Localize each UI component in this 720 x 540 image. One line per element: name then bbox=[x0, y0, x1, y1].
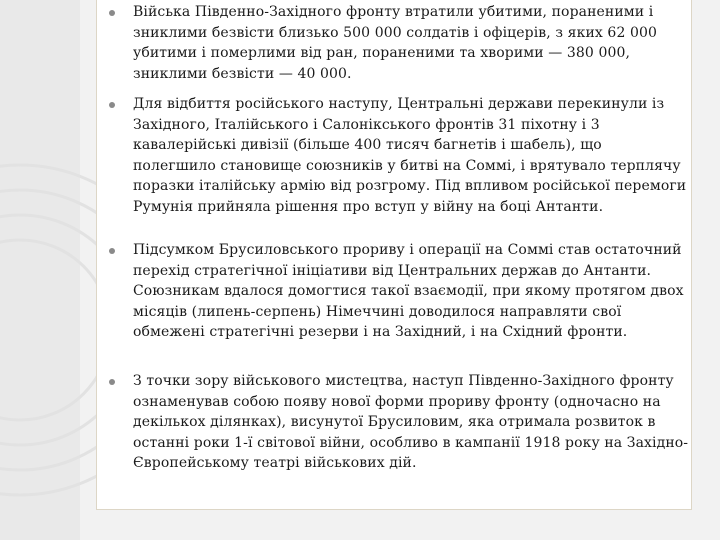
bullet-text: З точки зору військового мистецтва, наступ Південно-Західного фронту ознаменував собою появу нової форми прориву фронту (одночасно на декількох ділянках), висунутої Брусиловим, яка отримала розвиток в останні роки 1-ї світової війни, особливо в кампанії 1918 року на Західно-Європейському театрі військових дій. bbox=[133, 373, 689, 471]
bullet-point-icon bbox=[109, 379, 115, 385]
slide-content-box bbox=[96, 0, 692, 510]
bullet-point-icon bbox=[109, 248, 115, 254]
bullet-text: Для відбиття російського наступу, Центральні держави перекинули із Західного, Італійського і Салонікського фронтів 31 піхотну і 3 кавалерійські дивізії (більше 400 тисяч багнетів і шабель), що полегшило становище союзників у битві на Соммі, і врятувало терплячу поразки італійську армію від розгрому. Під впливом російської перемоги Румунія прийняла рішення про вступ у війну на боці Антанти. bbox=[133, 96, 687, 215]
bullet-point-icon bbox=[109, 10, 115, 16]
bullet-text: Підсумком Брусиловського прориву і операції на Соммі став остаточний перехід стратегічної ініціативи від Центральних держав до Антанти. Союзникам вдалося домогтися такої взаємодії, при якому протягом двох місяців (липень-серпень) Німеччині доводилося направляти свої обмежені стратегічні резерви і на Західний, і на Східний фронти. bbox=[133, 242, 684, 340]
bullet-text: Війська Південно-Західного фронту втратили убитими, пораненими і зниклими безвісти близько 500 000 солдатів і офіцерів, з яких 62 000 убитими і померлими від ран, пораненими та хворими — 380 000, зниклими безвісти — 40 000. bbox=[133, 4, 658, 82]
bullet-point-icon bbox=[109, 102, 115, 108]
left-background-band bbox=[0, 0, 80, 540]
